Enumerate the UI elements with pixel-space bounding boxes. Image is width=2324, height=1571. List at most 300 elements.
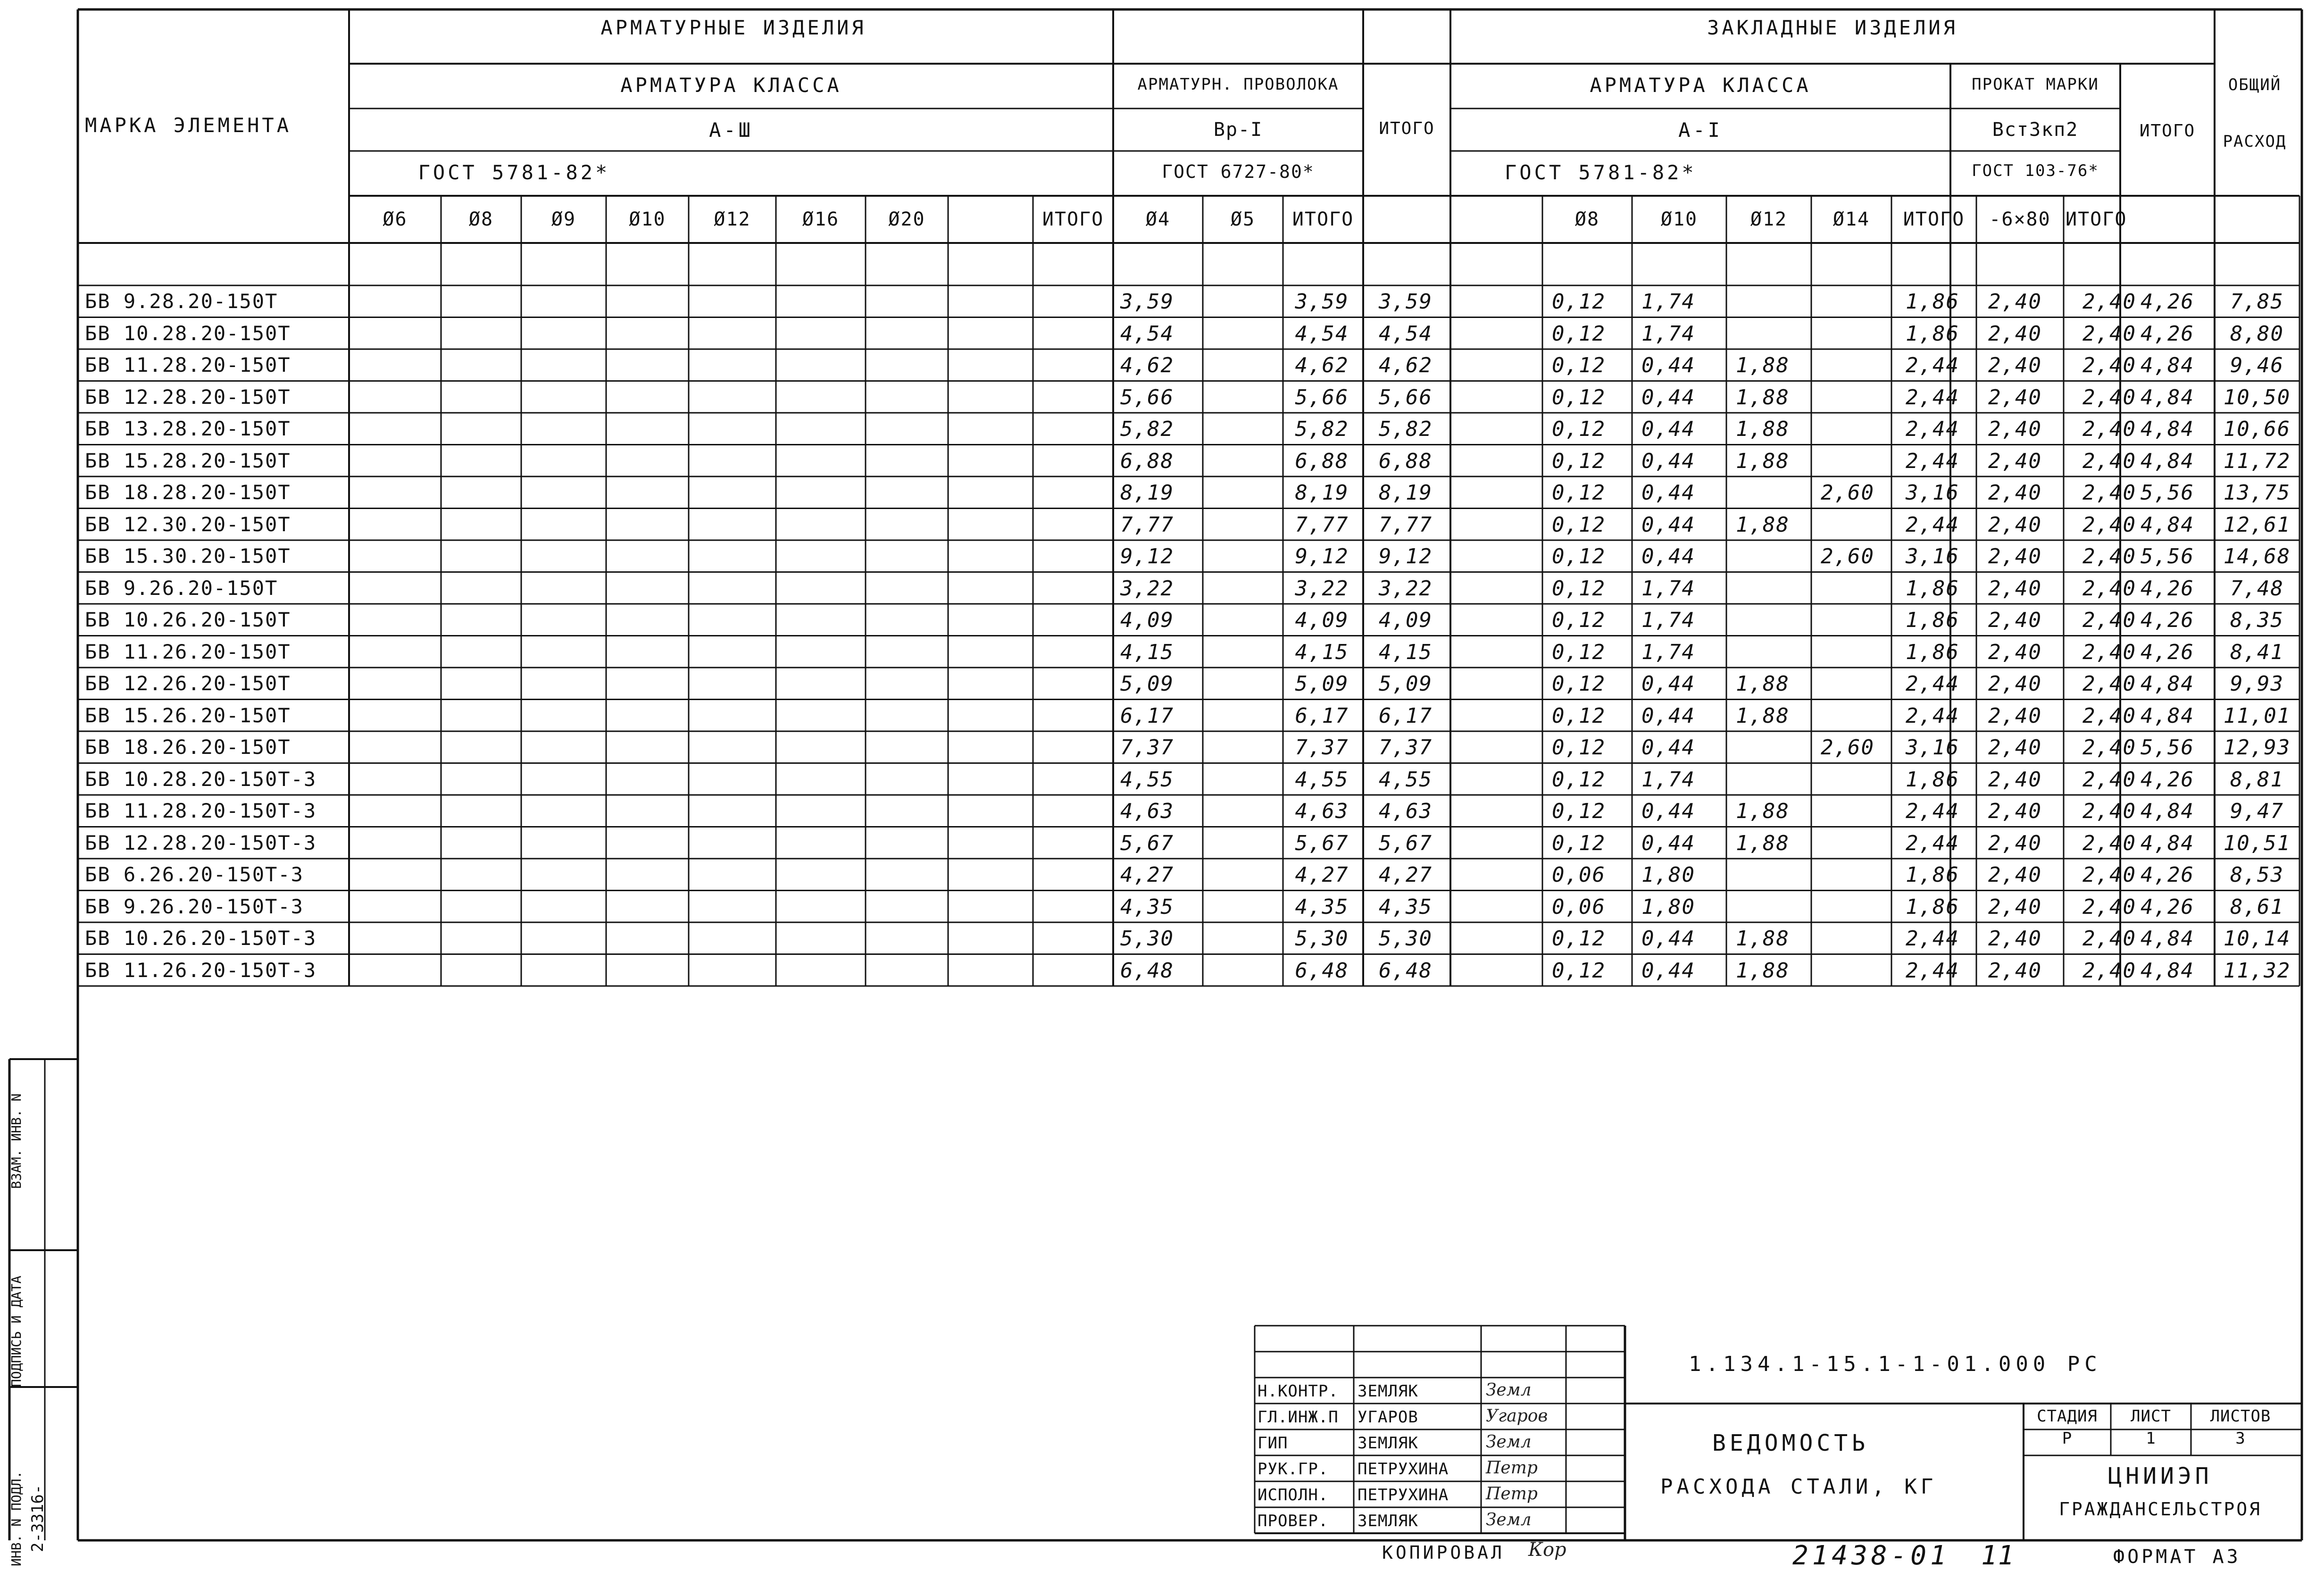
wire-itogo-value: 7,37	[1295, 735, 1349, 760]
wire-itogo-value: 4,09	[1295, 608, 1349, 632]
rolled-value: 2,40	[1988, 481, 2042, 505]
a1-itogo-value: 2,44	[1906, 353, 1959, 377]
rolled-itogo-value: 2,40	[2082, 544, 2136, 568]
total-value: 7,48	[2230, 576, 2284, 601]
embedded-itogo-value: 4,26	[2141, 321, 2194, 346]
wire-d4-value: 4,09	[1120, 608, 1174, 632]
a1-itogo-value: 2,44	[1906, 799, 1959, 823]
rolled-itogo-value: 2,40	[2082, 353, 2136, 377]
wire-itogo-value: 5,30	[1295, 927, 1349, 951]
embedded-itogo-value: 4,84	[2141, 417, 2194, 441]
embedded-itogo-value: 4,26	[2141, 863, 2194, 887]
rolled-value: 2,40	[1988, 799, 2042, 823]
side-inv-orig: ИНВ. N ПОДЛ.	[8, 1471, 24, 1566]
stamp-role: ГИП	[1258, 1434, 1288, 1453]
mark-column-heading: МАРКА ЭЛЕМЕНТА	[85, 114, 292, 137]
rolled-value: 2,40	[1988, 417, 2042, 441]
element-mark: БВ 13.28.20-150Т	[85, 417, 291, 440]
wire-d4-value: 8,19	[1120, 481, 1174, 505]
a1-d12-value: 1,88	[1736, 672, 1790, 696]
a1-d10-value: 0,44	[1641, 927, 1695, 951]
rolled-itogo-value: 2,40	[2082, 831, 2136, 855]
stamp-name: ЗЕМЛЯК	[1358, 1434, 1418, 1453]
reinforcing-itogo-value: 4,35	[1379, 894, 1433, 919]
a1-d8-value: 0,12	[1552, 353, 1606, 377]
document-code: 1.134.1-15.1-1-01.000 РС	[1689, 1352, 2102, 1376]
gost-a3: ГОСТ 5781-82*	[418, 161, 610, 184]
stamp-signature: Петр	[1486, 1484, 1538, 1504]
rolled-value: 2,40	[1988, 640, 2042, 664]
a1-itogo-value: 3,16	[1906, 481, 1959, 505]
a1-itogo-value: 1,86	[1906, 894, 1959, 919]
stamp-role: РУК.ГР.	[1258, 1460, 1329, 1479]
a1-itogo-value: 1,86	[1906, 863, 1959, 887]
format-label: ФОРМАТ А3	[2113, 1546, 2241, 1568]
a1-itogo-value: 3,16	[1906, 544, 1959, 568]
side-inv-value: 2-3316-	[28, 1484, 47, 1552]
a1-d12-value: 1,88	[1736, 703, 1790, 728]
side-sign-date: ПОДПИСЬ И ДАТА	[8, 1275, 24, 1387]
stamp-signature: Земл	[1486, 1432, 1532, 1452]
total-value: 11,01	[2223, 703, 2291, 728]
embedded-itogo-value: 4,26	[2141, 608, 2194, 632]
element-mark: БВ 12.30.20-150Т	[85, 512, 291, 536]
element-mark: БВ 15.26.20-150Т	[85, 703, 291, 727]
a1-d12-value: 1,88	[1736, 512, 1790, 537]
wire-d4-value: 4,55	[1120, 767, 1174, 792]
rolled-itogo-value: 2,40	[2082, 799, 2136, 823]
a1-d8-value: 0,12	[1552, 958, 1606, 983]
wire-itogo-value: 8,19	[1295, 481, 1349, 505]
a1-d10-value: 0,44	[1641, 703, 1695, 728]
a1-d8-value: 0,12	[1552, 576, 1606, 601]
reinforcing-itogo-value: 3,22	[1379, 576, 1433, 601]
rolled-itogo-value: 2,40	[2082, 608, 2136, 632]
a1-d10-value: 0,44	[1641, 417, 1695, 441]
stamp-name: ЗЕМЛЯК	[1358, 1382, 1418, 1401]
reinforcing-itogo-value: 4,55	[1379, 767, 1433, 792]
total-consumption-heading: ОБЩИЙ РАСХОД	[2223, 75, 2287, 151]
rolled-value: 2,40	[1988, 576, 2042, 601]
embedded-itogo-value: 4,84	[2141, 672, 2194, 696]
embedded-itogo-value: 4,84	[2141, 927, 2194, 951]
column-header-a1: Ø10	[1660, 209, 1698, 230]
a1-d10-value: 1,80	[1641, 863, 1695, 887]
stamp-role: ПРОВЕР.	[1258, 1512, 1329, 1530]
a1-d10-value: 0,44	[1641, 353, 1695, 377]
reinforcing-itogo-value: 5,66	[1379, 385, 1433, 409]
a1-d10-value: 0,44	[1641, 799, 1695, 823]
total-value: 10,50	[2223, 385, 2291, 409]
a1-itogo-value: 2,44	[1906, 449, 1959, 473]
reinforcing-itogo-value: 7,77	[1379, 512, 1433, 537]
rolled-value: 2,40	[1988, 544, 2042, 568]
wire-itogo-value: 4,55	[1295, 767, 1349, 792]
rolled-itogo-value: 2,40	[2082, 894, 2136, 919]
total-value: 7,85	[2230, 290, 2284, 314]
column-header-a1: Ø14	[1833, 209, 1870, 230]
sheet-value: 1	[2146, 1429, 2156, 1448]
a1-d10-value: 0,44	[1641, 512, 1695, 537]
wire-d4-value: 6,88	[1120, 449, 1174, 473]
wire-heading: АРМАТУРН. ПРОВОЛОКА	[1137, 75, 1339, 94]
rebar-class-a3-heading: АРМАТУРА КЛАССА	[620, 74, 842, 97]
element-mark: БВ 15.28.20-150Т	[85, 449, 291, 472]
element-mark: БВ 18.28.20-150Т	[85, 481, 291, 504]
rolled-value: 2,40	[1988, 608, 2042, 632]
a1-d12-value: 1,88	[1736, 831, 1790, 855]
rolled-value: 2,40	[1988, 353, 2042, 377]
embedded-itogo-value: 4,84	[2141, 353, 2194, 377]
a1-d10-value: 0,44	[1641, 385, 1695, 409]
wire-d4-value: 4,35	[1120, 894, 1174, 919]
element-mark: БВ 18.26.20-150Т	[85, 735, 291, 759]
rolled-itogo-value: 2,40	[2082, 767, 2136, 792]
wire-d4-value: 5,09	[1120, 672, 1174, 696]
reinforcing-itogo-value: 5,09	[1379, 672, 1433, 696]
a1-d8-value: 0,12	[1552, 449, 1606, 473]
a1-d10-value: 0,44	[1641, 672, 1695, 696]
total-value: 9,47	[2230, 799, 2284, 823]
rolled-value: 2,40	[1988, 672, 2042, 696]
copied-signature: Кор	[1528, 1539, 1566, 1561]
wire-itogo-value: 4,62	[1295, 353, 1349, 377]
a1-d10-value: 0,44	[1641, 544, 1695, 568]
organization-name: ЦНИИЭП	[2108, 1463, 2213, 1489]
embedded-itogo-value: 5,56	[2141, 735, 2194, 760]
a1-d10-value: 0,44	[1641, 449, 1695, 473]
column-header-rolled: -6×80	[1989, 209, 2051, 230]
rolled-value: 2,40	[1988, 385, 2042, 409]
rolled-itogo-value: 2,40	[2082, 417, 2136, 441]
class-a3: А-Ш	[709, 118, 753, 142]
a1-d8-value: 0,12	[1552, 290, 1606, 314]
rolled-value: 2,40	[1988, 863, 2042, 887]
element-mark: БВ 12.28.20-150Т	[85, 385, 291, 409]
side-inv-repl: ВЗАМ. ИНВ. N	[8, 1093, 24, 1189]
reinforcing-itogo-value: 5,67	[1379, 831, 1433, 855]
stamp-signature: Петр	[1486, 1458, 1538, 1478]
a1-d8-value: 0,12	[1552, 672, 1606, 696]
rolled-itogo-value: 2,40	[2082, 481, 2136, 505]
a1-d10-value: 1,74	[1641, 321, 1695, 346]
reinforcing-itogo-value: 4,62	[1379, 353, 1433, 377]
reinforcing-itogo: ИТОГО	[1379, 119, 1435, 138]
a1-d10-value: 1,80	[1641, 894, 1695, 919]
a1-itogo-value: 1,86	[1906, 576, 1959, 601]
wire-itogo-value: 4,54	[1295, 321, 1349, 346]
element-mark: БВ 10.26.20-150Т-3	[85, 927, 317, 950]
wire-d4-value: 3,59	[1120, 290, 1174, 314]
column-header-wire: ИТОГО	[1292, 209, 1354, 230]
a1-itogo-value: 2,44	[1906, 831, 1959, 855]
wire-d4-value: 6,17	[1120, 703, 1174, 728]
a1-d12-value: 1,88	[1736, 958, 1790, 983]
element-mark: БВ 11.28.20-150Т	[85, 353, 291, 376]
organization-subname: ГРАЖДАНСЕЛЬСТРОЯ	[2058, 1499, 2262, 1520]
a1-itogo-value: 2,44	[1906, 385, 1959, 409]
embedded-products-heading: ЗАКЛАДНЫЕ ИЗДЕЛИЯ	[1707, 16, 1958, 39]
element-mark: БВ 10.26.20-150Т	[85, 608, 291, 631]
rolled-itogo-value: 2,40	[2082, 449, 2136, 473]
rolled-itogo-value: 2,40	[2082, 290, 2136, 314]
wire-class: Вр-I	[1213, 119, 1263, 141]
embedded-itogo-value: 4,84	[2141, 385, 2194, 409]
reinforcing-itogo-value: 4,15	[1379, 640, 1433, 664]
embedded-itogo-value: 4,84	[2141, 512, 2194, 537]
rolled-itogo-value: 2,40	[2082, 703, 2136, 728]
a1-itogo-value: 2,44	[1906, 417, 1959, 441]
wire-d4-value: 7,37	[1120, 735, 1174, 760]
reinforcing-itogo-value: 4,09	[1379, 608, 1433, 632]
stamp-name: УГАРОВ	[1358, 1408, 1418, 1427]
rolled-itogo-value: 2,40	[2082, 735, 2136, 760]
a1-d10-value: 0,44	[1641, 958, 1695, 983]
wire-d4-value: 4,15	[1120, 640, 1174, 664]
a1-itogo-value: 2,44	[1906, 958, 1959, 983]
archive-sheet: 11	[1981, 1540, 2015, 1571]
stamp-role: ИСПОЛН.	[1258, 1486, 1329, 1504]
stamp-signature: Угаров	[1486, 1406, 1548, 1426]
reinforcing-itogo-value: 7,37	[1379, 735, 1433, 760]
element-mark: БВ 10.28.20-150Т-3	[85, 767, 317, 791]
a1-itogo-value: 2,44	[1906, 512, 1959, 537]
rolled-value: 2,40	[1988, 321, 2042, 346]
wire-d4-value: 5,30	[1120, 927, 1174, 951]
wire-itogo-value: 4,15	[1295, 640, 1349, 664]
total-value: 10,51	[2223, 831, 2291, 855]
rolled-value: 2,40	[1988, 735, 2042, 760]
total-value: 9,46	[2230, 353, 2284, 377]
column-header-a1: Ø12	[1750, 209, 1788, 230]
embedded-itogo-value: 5,56	[2141, 544, 2194, 568]
a1-itogo-value: 1,86	[1906, 321, 1959, 346]
wire-d4-value: 5,66	[1120, 385, 1174, 409]
reinforcing-itogo-value: 3,59	[1379, 290, 1433, 314]
a1-itogo-value: 1,86	[1906, 608, 1959, 632]
rolled-value: 2,40	[1988, 958, 2042, 983]
wire-d4-value: 9,12	[1120, 544, 1174, 568]
embedded-itogo-value: 4,84	[2141, 799, 2194, 823]
total-value: 8,80	[2230, 321, 2284, 346]
total-value: 14,68	[2223, 544, 2291, 568]
rolled-itogo-value: 2,40	[2082, 512, 2136, 537]
rolled-value: 2,40	[1988, 831, 2042, 855]
total-value: 11,32	[2223, 958, 2291, 983]
stamp-signature: Земл	[1486, 1510, 1532, 1529]
wire-itogo-value: 6,48	[1295, 958, 1349, 983]
rolled-value: 2,40	[1988, 927, 2042, 951]
wire-itogo-value: 3,22	[1295, 576, 1349, 601]
a1-itogo-value: 2,44	[1906, 927, 1959, 951]
rolled-value: 2,40	[1988, 512, 2042, 537]
stamp-signature: Земл	[1486, 1380, 1532, 1400]
column-header-a1: ИТОГО	[1903, 209, 1965, 230]
total-value: 11,72	[2223, 449, 2291, 473]
embedded-itogo-value: 5,56	[2141, 481, 2194, 505]
wire-itogo-value: 4,63	[1295, 799, 1349, 823]
embedded-itogo-value: 4,84	[2141, 958, 2194, 983]
a1-d10-value: 1,74	[1641, 576, 1695, 601]
wire-d4-value: 7,77	[1120, 512, 1174, 537]
stage-value: Р	[2062, 1429, 2073, 1448]
a1-d8-value: 0,12	[1552, 703, 1606, 728]
column-header-a3: Ø12	[714, 209, 751, 230]
rolled-value: 2,40	[1988, 894, 2042, 919]
total-value: 10,66	[2223, 417, 2291, 441]
total-value: 9,93	[2230, 672, 2284, 696]
a1-d10-value: 0,44	[1641, 831, 1695, 855]
column-header-a3: ИТОГО	[1042, 209, 1104, 230]
embedded-itogo-value: 4,26	[2141, 767, 2194, 792]
a1-itogo-value: 2,44	[1906, 703, 1959, 728]
wire-d4-value: 3,22	[1120, 576, 1174, 601]
element-mark: БВ 11.28.20-150Т-3	[85, 799, 317, 822]
rolled-itogo-value: 2,40	[2082, 321, 2136, 346]
a1-d10-value: 0,44	[1641, 735, 1695, 760]
a1-d12-value: 1,88	[1736, 927, 1790, 951]
column-header-a3: Ø9	[551, 209, 576, 230]
a1-d8-value: 0,12	[1552, 321, 1606, 346]
wire-gost: ГОСТ 6727-80*	[1162, 161, 1315, 182]
column-header-a3: Ø20	[888, 209, 925, 230]
reinforcing-itogo-value: 4,27	[1379, 863, 1433, 887]
column-header-a1: Ø8	[1574, 209, 1600, 230]
reinforcing-products-heading: АРМАТУРНЫЕ ИЗДЕЛИЯ	[600, 16, 866, 39]
a1-d14-value: 2,60	[1821, 481, 1874, 505]
a1-d10-value: 1,74	[1641, 640, 1695, 664]
a1-d8-value: 0,12	[1552, 640, 1606, 664]
sheet-label: ЛИСТ	[2131, 1407, 2171, 1426]
wire-itogo-value: 6,88	[1295, 449, 1349, 473]
reinforcing-itogo-value: 5,82	[1379, 417, 1433, 441]
total-value: 8,35	[2230, 608, 2284, 632]
rolled-itogo-value: 2,40	[2082, 576, 2136, 601]
wire-itogo-value: 4,27	[1295, 863, 1349, 887]
rolled-value: 2,40	[1988, 703, 2042, 728]
embedded-itogo: ИТОГО	[2139, 121, 2196, 141]
a1-itogo-value: 3,16	[1906, 735, 1959, 760]
reinforcing-itogo-value: 9,12	[1379, 544, 1433, 568]
a1-itogo-value: 2,44	[1906, 672, 1959, 696]
gost-a1: ГОСТ 5781-82*	[1505, 161, 1697, 184]
element-mark: БВ 6.26.20-150Т-3	[85, 863, 304, 886]
reinforcing-itogo-value: 6,48	[1379, 958, 1433, 983]
element-mark: БВ 9.26.20-150Т	[85, 576, 278, 600]
a1-d12-value: 1,88	[1736, 385, 1790, 409]
a1-d14-value: 2,60	[1821, 544, 1874, 568]
element-mark: БВ 12.28.20-150Т-3	[85, 831, 317, 854]
element-mark: БВ 15.30.20-150Т	[85, 544, 291, 568]
archive-number: 21438-01	[1792, 1540, 1950, 1571]
rolled-itogo-value: 2,40	[2082, 958, 2136, 983]
a1-d10-value: 1,74	[1641, 290, 1695, 314]
stamp-role: Н.КОНТР.	[1258, 1382, 1339, 1401]
column-header-rolled: ИТОГО	[2066, 209, 2127, 230]
a1-d12-value: 1,88	[1736, 417, 1790, 441]
total-value: 13,75	[2223, 481, 2291, 505]
reinforcing-itogo-value: 4,63	[1379, 799, 1433, 823]
embedded-itogo-value: 4,26	[2141, 576, 2194, 601]
wire-d4-value: 4,63	[1120, 799, 1174, 823]
reinforcing-itogo-value: 4,54	[1379, 321, 1433, 346]
stamp-role: ГЛ.ИНЖ.П	[1258, 1408, 1339, 1427]
a1-d12-value: 1,88	[1736, 353, 1790, 377]
column-header-a3: Ø8	[468, 209, 494, 230]
element-mark: БВ 9.28.20-150Т	[85, 290, 278, 313]
column-header-a3: Ø6	[383, 209, 408, 230]
a1-d12-value: 1,88	[1736, 449, 1790, 473]
a1-d8-value: 0,12	[1552, 417, 1606, 441]
embedded-itogo-value: 4,26	[2141, 894, 2194, 919]
a1-d8-value: 0,12	[1552, 385, 1606, 409]
element-mark: БВ 9.26.20-150Т-3	[85, 894, 304, 918]
a1-d8-value: 0,12	[1552, 544, 1606, 568]
rolled-itogo-value: 2,40	[2082, 640, 2136, 664]
embedded-itogo-value: 4,84	[2141, 831, 2194, 855]
a1-d10-value: 1,74	[1641, 608, 1695, 632]
wire-itogo-value: 5,82	[1295, 417, 1349, 441]
total-value: 8,81	[2230, 767, 2284, 792]
rebar-class-a1-heading: АРМАТУРА КЛАССА	[1590, 74, 1811, 97]
stamp-name: ПЕТРУХИНА	[1358, 1460, 1449, 1479]
total-value: 12,93	[2223, 735, 2291, 760]
wire-d4-value: 5,67	[1120, 831, 1174, 855]
wire-d4-value: 6,48	[1120, 958, 1174, 983]
title-line-1: ВЕДОМОСТЬ	[1712, 1430, 1869, 1456]
column-header-a3: Ø10	[629, 209, 666, 230]
rolled-itogo-value: 2,40	[2082, 672, 2136, 696]
column-header-wire: Ø5	[1230, 209, 1256, 230]
class-a1: А-I	[1678, 118, 1723, 142]
sheets-value: 3	[2235, 1429, 2246, 1448]
a1-d8-value: 0,12	[1552, 608, 1606, 632]
a1-d14-value: 2,60	[1821, 735, 1874, 760]
total-value: 8,41	[2230, 640, 2284, 664]
embedded-itogo-value: 4,26	[2141, 290, 2194, 314]
wire-itogo-value: 7,77	[1295, 512, 1349, 537]
total-value: 8,61	[2230, 894, 2284, 919]
copied-label: КОПИРОВАЛ	[1382, 1542, 1505, 1563]
rolled-itogo-value: 2,40	[2082, 385, 2136, 409]
element-mark: БВ 10.28.20-150Т	[85, 321, 291, 345]
stamp-name: ЗЕМЛЯК	[1358, 1512, 1418, 1530]
wire-itogo-value: 4,35	[1295, 894, 1349, 919]
reinforcing-itogo-value: 8,19	[1379, 481, 1433, 505]
total-value: 10,14	[2223, 927, 2291, 951]
title-line-2: РАСХОДА СТАЛИ, КГ	[1660, 1475, 1937, 1499]
wire-d4-value: 4,62	[1120, 353, 1174, 377]
wire-d4-value: 4,54	[1120, 321, 1174, 346]
wire-d4-value: 4,27	[1120, 863, 1174, 887]
reinforcing-itogo-value: 5,30	[1379, 927, 1433, 951]
a1-d8-value: 0,12	[1552, 799, 1606, 823]
total-value: 8,53	[2230, 863, 2284, 887]
a1-itogo-value: 1,86	[1906, 767, 1959, 792]
rolled-itogo-value: 2,40	[2082, 863, 2136, 887]
rolled-itogo-value: 2,40	[2082, 927, 2136, 951]
a1-d8-value: 0,12	[1552, 927, 1606, 951]
element-mark: БВ 11.26.20-150Т	[85, 640, 291, 663]
embedded-itogo-value: 4,26	[2141, 640, 2194, 664]
a1-d8-value: 0,06	[1552, 894, 1606, 919]
embedded-itogo-value: 4,84	[2141, 449, 2194, 473]
wire-itogo-value: 9,12	[1295, 544, 1349, 568]
embedded-itogo-value: 4,84	[2141, 703, 2194, 728]
column-header-a3: Ø16	[802, 209, 840, 230]
rolled-value: 2,40	[1988, 767, 2042, 792]
rolled-steel: Вст3кп2	[1992, 119, 2079, 141]
